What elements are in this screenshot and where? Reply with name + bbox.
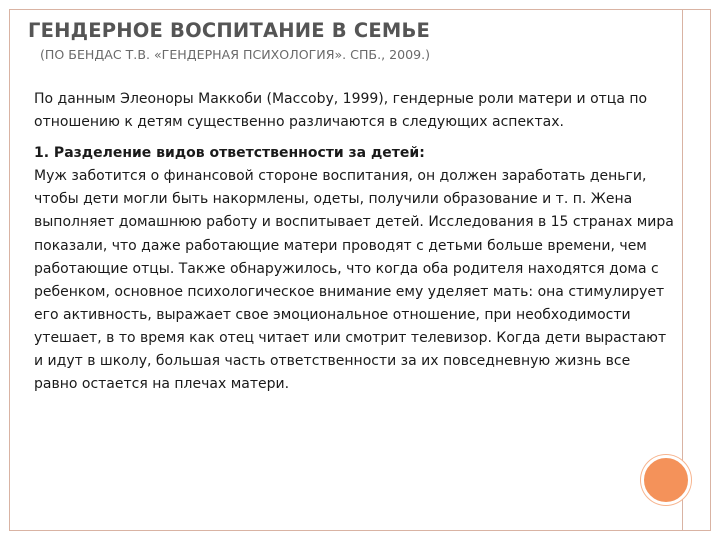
decorative-circle bbox=[641, 455, 691, 505]
section-1-body: Муж заботится о финансовой стороне воспитания, он должен заработать деньги, чтобы дети могли быть накормлены, одеты, получили образование и т. п. Жена выполняет домашнюю работу и воспитывает детей. Исследования в 15 странах мира показали, что даже работающие матери проводят с детьми больше времени, чем работающие отцы. Также обнаружилось, что когда оба родителя находятся дома с ребенком, основное психологическое внимание ему уделяет мать: она стимулирует его активность, выражает свое эмоциональное отношение, при необходимости утешает, в то время как отец читает или смотрит телевизор. Когда дети вырастают и идут в школу, большая часть ответственности за их повседневную жизнь все равно остается на плечах матери. bbox=[34, 168, 674, 393]
slide-content bbox=[34, 88, 674, 396]
section-1 bbox=[34, 142, 674, 396]
slide-right-divider bbox=[682, 9, 683, 531]
slide-title: ГЕНДЕРНОЕ ВОСПИТАНИЕ В СЕМЬЕ bbox=[28, 19, 431, 42]
intro-paragraph: По данным Элеоноры Маккоби (Maccoby, 1999), гендерные роли матери и отца по отношению к детям существенно различаются в следующих аспектах. bbox=[34, 91, 648, 131]
section-1-heading: 1. Разделение видов ответственности за детей: bbox=[34, 145, 425, 162]
slide-subtitle: (ПО БЕНДАС Т.В. «ГЕНДЕРНАЯ ПСИХОЛОГИЯ». СПБ., 2009.) bbox=[40, 47, 431, 62]
